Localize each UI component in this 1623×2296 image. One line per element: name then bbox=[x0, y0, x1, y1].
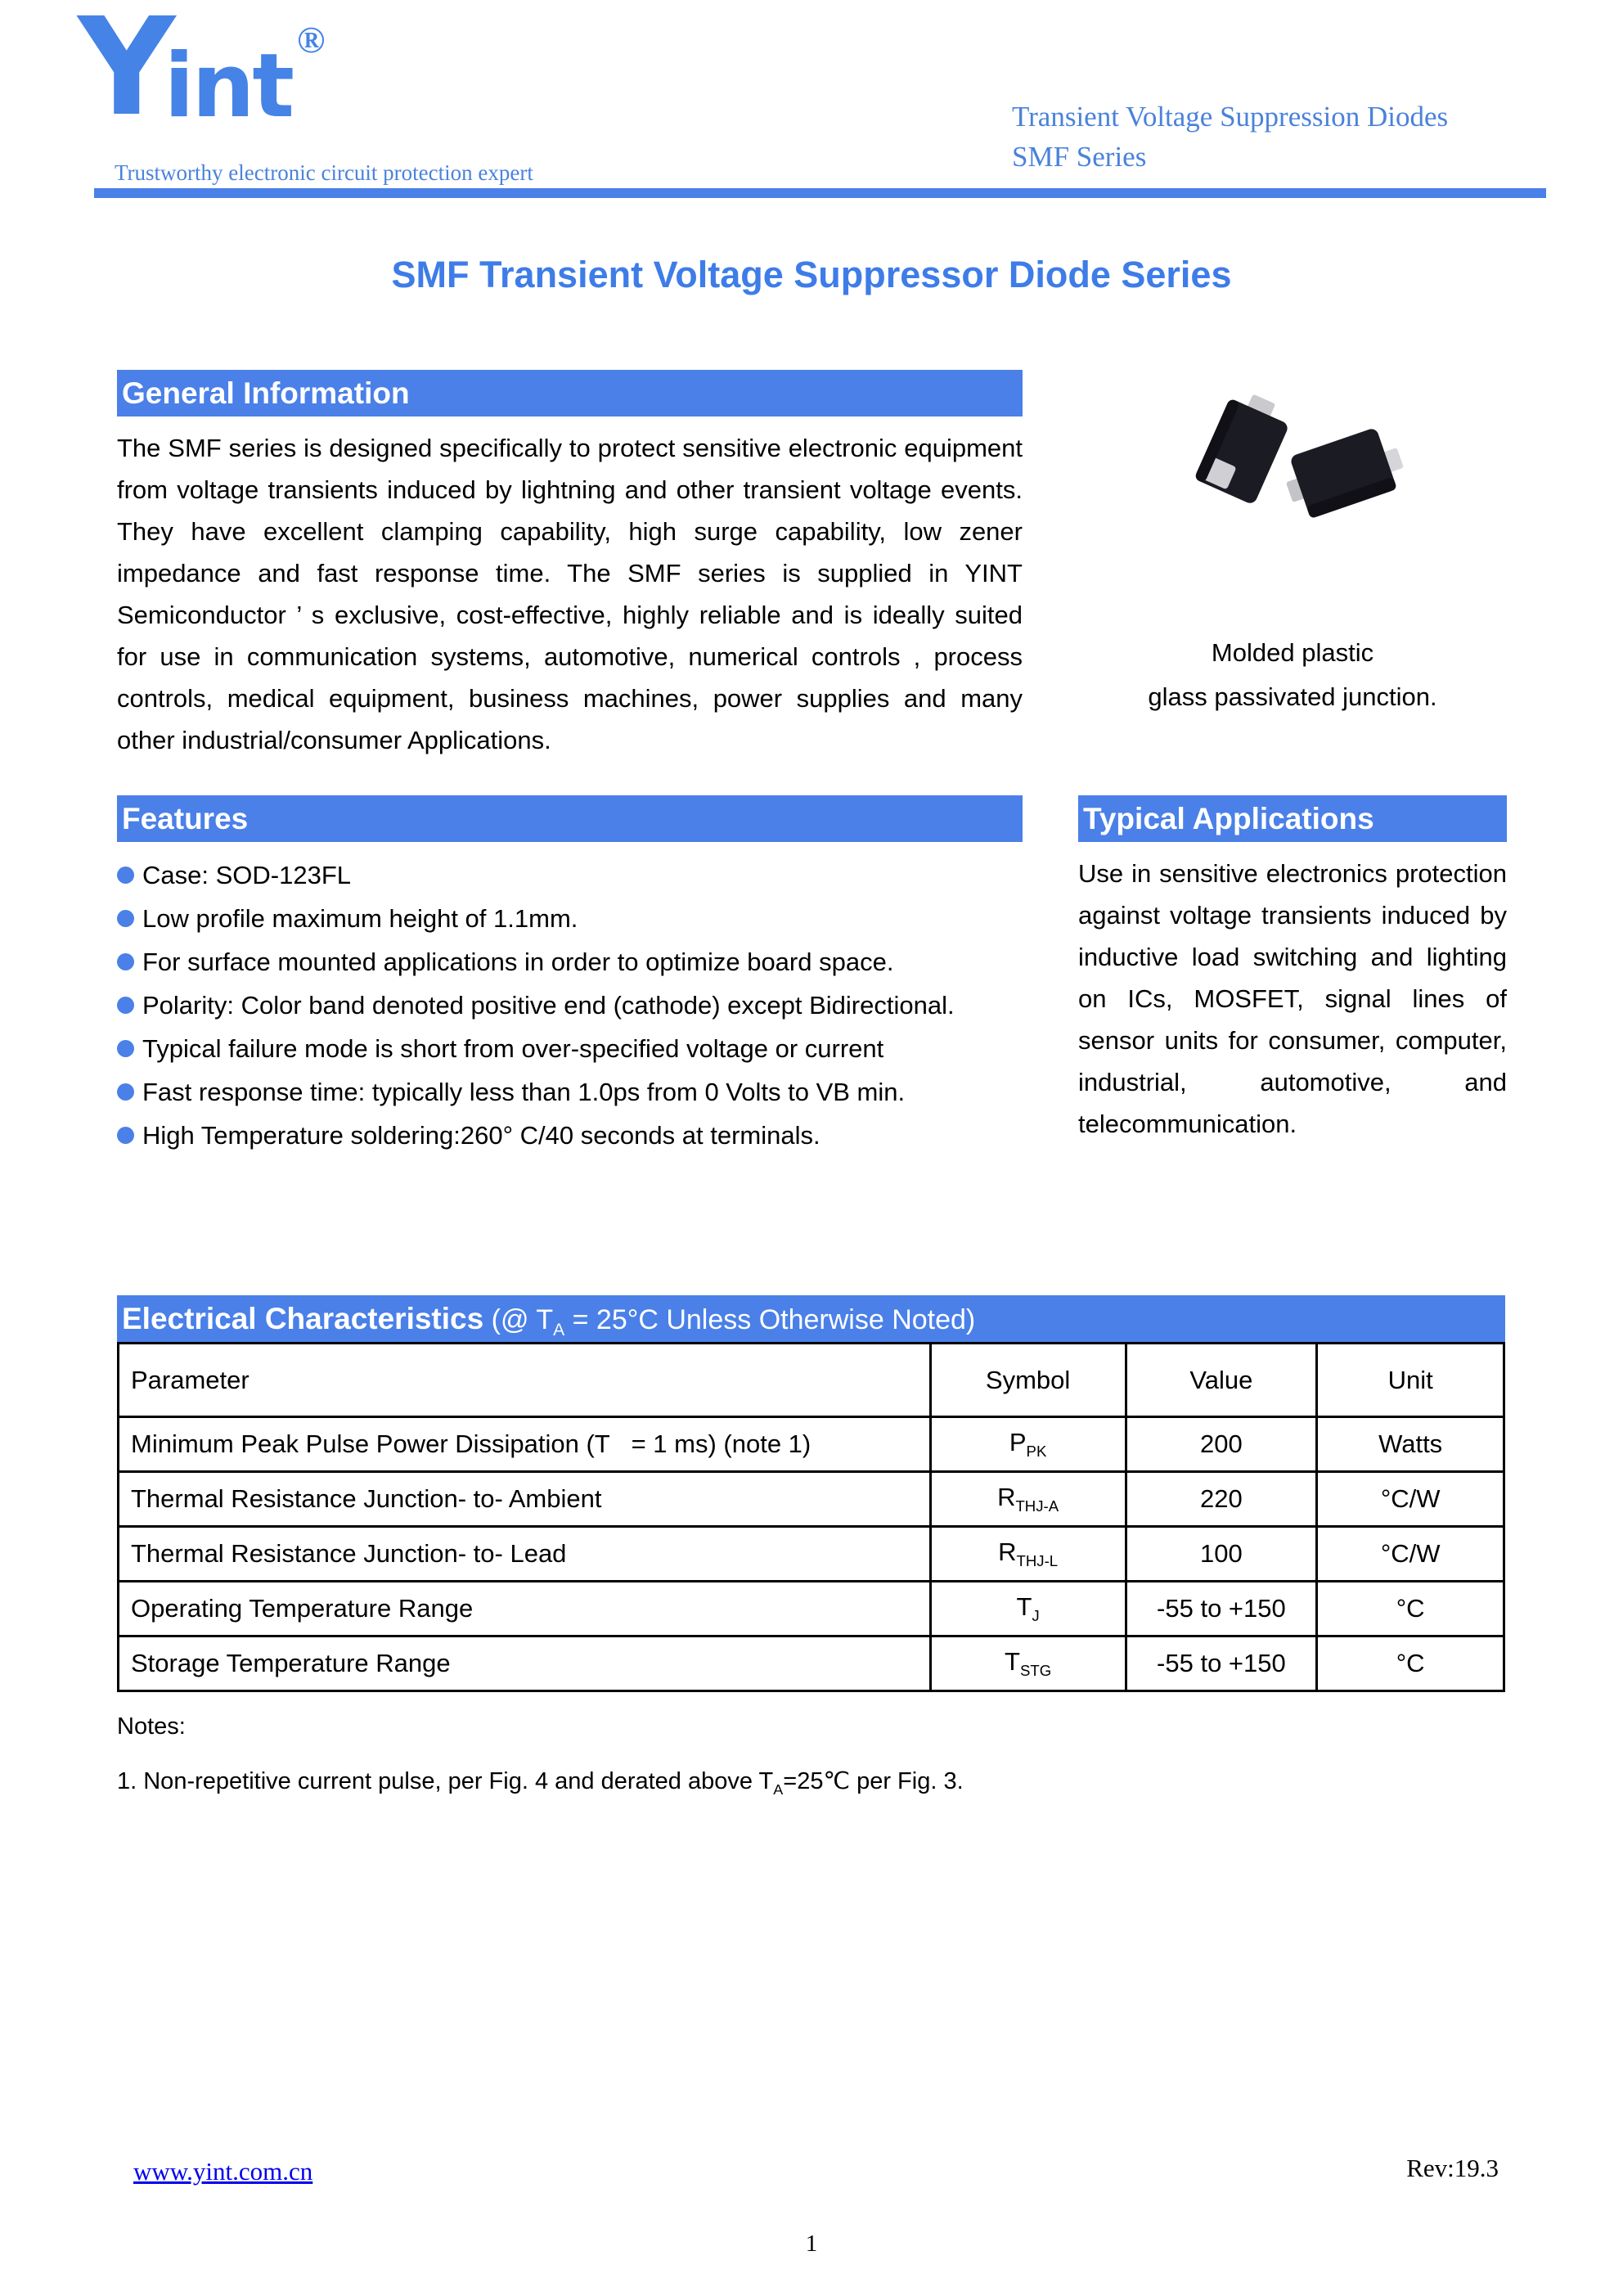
electrical-characteristics-table bbox=[117, 1342, 1505, 1692]
symbol-cell bbox=[930, 1527, 1126, 1582]
unit-cell: °C bbox=[1317, 1582, 1504, 1636]
revision-label: Rev:19.3 bbox=[1406, 2154, 1499, 2182]
symbol-base: T bbox=[1005, 1646, 1020, 1676]
general-information-body: The SMF series is designed specifically to protect sensitive electronic equipment from voltage transients induced by lightning and other transient voltage events. They have excellent clamping capability, high surge capability, low zener impedance and fast response time. The SMF series is supplied in YINT Semiconductor ’ s exclusive, cost-effective, highly reliable and is ideally suited for use in communication systems, automotive, numerical controls , process controls, medical equipment, business machines, power supplies and many other industrial/consumer Applications. bbox=[117, 434, 1023, 754]
note-1-text: 1. Non-repetitive current pulse, per Fig. 4 and derated above T bbox=[117, 1768, 774, 1794]
unit-cell: Watts bbox=[1317, 1417, 1504, 1472]
column-header-parameter: Parameter bbox=[119, 1344, 931, 1417]
company-tagline: Trustworthy electronic circuit protection expert bbox=[115, 160, 533, 185]
list-item bbox=[117, 940, 1023, 984]
typical-applications-body: Use in sensitive electronics protection against voltage transients induced by inductive load switching and lighting on ICs, MOSFET, signal lines of sensor units for consumer, computer, industrial, automotive, and telecommunication. bbox=[1078, 859, 1507, 1138]
table-row bbox=[119, 1582, 1504, 1636]
parameter-cell: Minimum Peak Pulse Power Dissipation (T = 1 ms) (note 1) bbox=[119, 1417, 931, 1472]
feature-text: For surface mounted applications in order to optimize board space. bbox=[142, 947, 894, 976]
symbol-subscript: THJ-L bbox=[1016, 1552, 1059, 1570]
symbol-base: P bbox=[1009, 1427, 1027, 1456]
symbol-subscript: STG bbox=[1019, 1662, 1052, 1680]
symbol-cell bbox=[930, 1472, 1126, 1527]
caption-line-2: glass passivated junction. bbox=[1148, 682, 1437, 711]
unit-cell: °C bbox=[1317, 1636, 1504, 1691]
symbol-base: T bbox=[1016, 1591, 1032, 1621]
bullet-icon bbox=[117, 1127, 134, 1144]
value-cell: 220 bbox=[1126, 1472, 1317, 1527]
page-number: 1 bbox=[805, 2231, 818, 2257]
feature-text: Polarity: Color band denoted positive end (cathode) except Bidirectional. bbox=[142, 990, 955, 1020]
bullet-icon bbox=[117, 1040, 134, 1057]
list-item bbox=[117, 897, 1023, 940]
list-item bbox=[117, 1114, 1023, 1157]
features-heading: Features bbox=[117, 795, 1023, 842]
typical-applications-section bbox=[1078, 795, 1507, 1145]
logo-letter-y: Y bbox=[78, 0, 176, 146]
product-column bbox=[1078, 370, 1507, 719]
list-item bbox=[117, 1027, 1023, 1070]
typical-applications-heading: Typical Applications bbox=[1078, 795, 1507, 842]
table-row bbox=[119, 1636, 1504, 1691]
sod123fl-diodes-image bbox=[1170, 385, 1415, 548]
table-header-row bbox=[119, 1344, 1504, 1417]
value-cell: -55 to +150 bbox=[1126, 1636, 1317, 1691]
feature-text: Typical failure mode is short from over-specified voltage or current bbox=[142, 1033, 884, 1063]
symbol-subscript: J bbox=[1032, 1607, 1040, 1625]
parameter-cell: Thermal Resistance Junction- to- Lead bbox=[119, 1527, 931, 1582]
value-cell: 200 bbox=[1126, 1417, 1317, 1472]
table-row bbox=[119, 1472, 1504, 1527]
notes-label: Notes: bbox=[117, 1713, 186, 1740]
feature-text: Low profile maximum height of 1.1mm. bbox=[142, 903, 578, 933]
doc-family-title: Transient Voltage Suppression Diodes bbox=[1012, 101, 1449, 133]
ec-condition-suffix: = 25°C Unless Otherwise Noted) bbox=[564, 1304, 976, 1335]
symbol-subscript: THJ-A bbox=[1015, 1497, 1059, 1515]
bullet-icon bbox=[117, 953, 134, 970]
list-item bbox=[117, 984, 1023, 1027]
bullet-icon bbox=[117, 997, 134, 1014]
note-1 bbox=[117, 1767, 1505, 1799]
parameter-cell: Operating Temperature Range bbox=[119, 1582, 931, 1636]
product-photo bbox=[1170, 385, 1415, 552]
logo-letters-int: int bbox=[164, 35, 293, 137]
features-section bbox=[117, 795, 1023, 1157]
unit-cell: °C/W bbox=[1317, 1527, 1504, 1582]
value-cell: 100 bbox=[1126, 1527, 1317, 1582]
symbol-base: R bbox=[997, 1482, 1016, 1511]
caption-line-1: Molded plastic bbox=[1211, 638, 1374, 667]
parameter-cell: Storage Temperature Range bbox=[119, 1636, 931, 1691]
note-1-subscript: A bbox=[773, 1781, 784, 1798]
feature-text: Fast response time: typically less than 1.0ps from 0 Volts to VB min. bbox=[142, 1077, 906, 1106]
ec-heading-bold: Electrical Characteristics bbox=[122, 1302, 484, 1335]
bullet-icon bbox=[117, 910, 134, 927]
registered-trademark-icon: ® bbox=[297, 19, 326, 61]
note-1-text-cont: =25℃ per Fig. 3. bbox=[783, 1768, 964, 1794]
column-header-unit: Unit bbox=[1317, 1344, 1504, 1417]
page-title: SMF Transient Voltage Suppressor Diode Series bbox=[391, 254, 1232, 295]
bullet-icon bbox=[117, 867, 134, 884]
ec-condition-subscript: A bbox=[553, 1320, 565, 1339]
features-list bbox=[117, 853, 1023, 1157]
symbol-subscript: PK bbox=[1026, 1443, 1047, 1461]
doc-series-title: SMF Series bbox=[1012, 141, 1147, 173]
general-information-section bbox=[117, 370, 1023, 761]
electrical-characteristics-heading bbox=[117, 1295, 1505, 1342]
symbol-base: R bbox=[998, 1537, 1017, 1566]
table-row bbox=[119, 1527, 1504, 1582]
symbol-cell bbox=[930, 1417, 1126, 1472]
unit-cell: °C/W bbox=[1317, 1472, 1504, 1527]
feature-text: High Temperature soldering:260° C/40 seconds at terminals. bbox=[142, 1120, 820, 1150]
symbol-cell bbox=[930, 1582, 1126, 1636]
list-item bbox=[117, 1070, 1023, 1114]
general-information-heading: General Information bbox=[117, 370, 1023, 416]
electrical-characteristics-section bbox=[117, 1295, 1505, 1799]
website-link[interactable]: www.yint.com.cn bbox=[133, 2157, 313, 2186]
table-row bbox=[119, 1417, 1504, 1472]
parameter-cell: Thermal Resistance Junction- to- Ambient bbox=[119, 1472, 931, 1527]
ec-heading-condition bbox=[483, 1304, 976, 1339]
feature-text: Case: SOD-123FL bbox=[142, 860, 351, 889]
bullet-icon bbox=[117, 1083, 134, 1101]
notes-section bbox=[117, 1713, 1505, 1799]
value-cell: -55 to +150 bbox=[1126, 1582, 1317, 1636]
list-item bbox=[117, 853, 1023, 897]
product-caption bbox=[1078, 631, 1507, 719]
column-header-value: Value bbox=[1126, 1344, 1317, 1417]
doc-header-right bbox=[1012, 97, 1448, 177]
ec-condition-prefix: (@ T bbox=[483, 1304, 554, 1335]
column-header-symbol: Symbol bbox=[930, 1344, 1126, 1417]
yint-logo bbox=[78, 0, 326, 146]
header-divider bbox=[94, 188, 1546, 198]
symbol-cell bbox=[930, 1636, 1126, 1691]
